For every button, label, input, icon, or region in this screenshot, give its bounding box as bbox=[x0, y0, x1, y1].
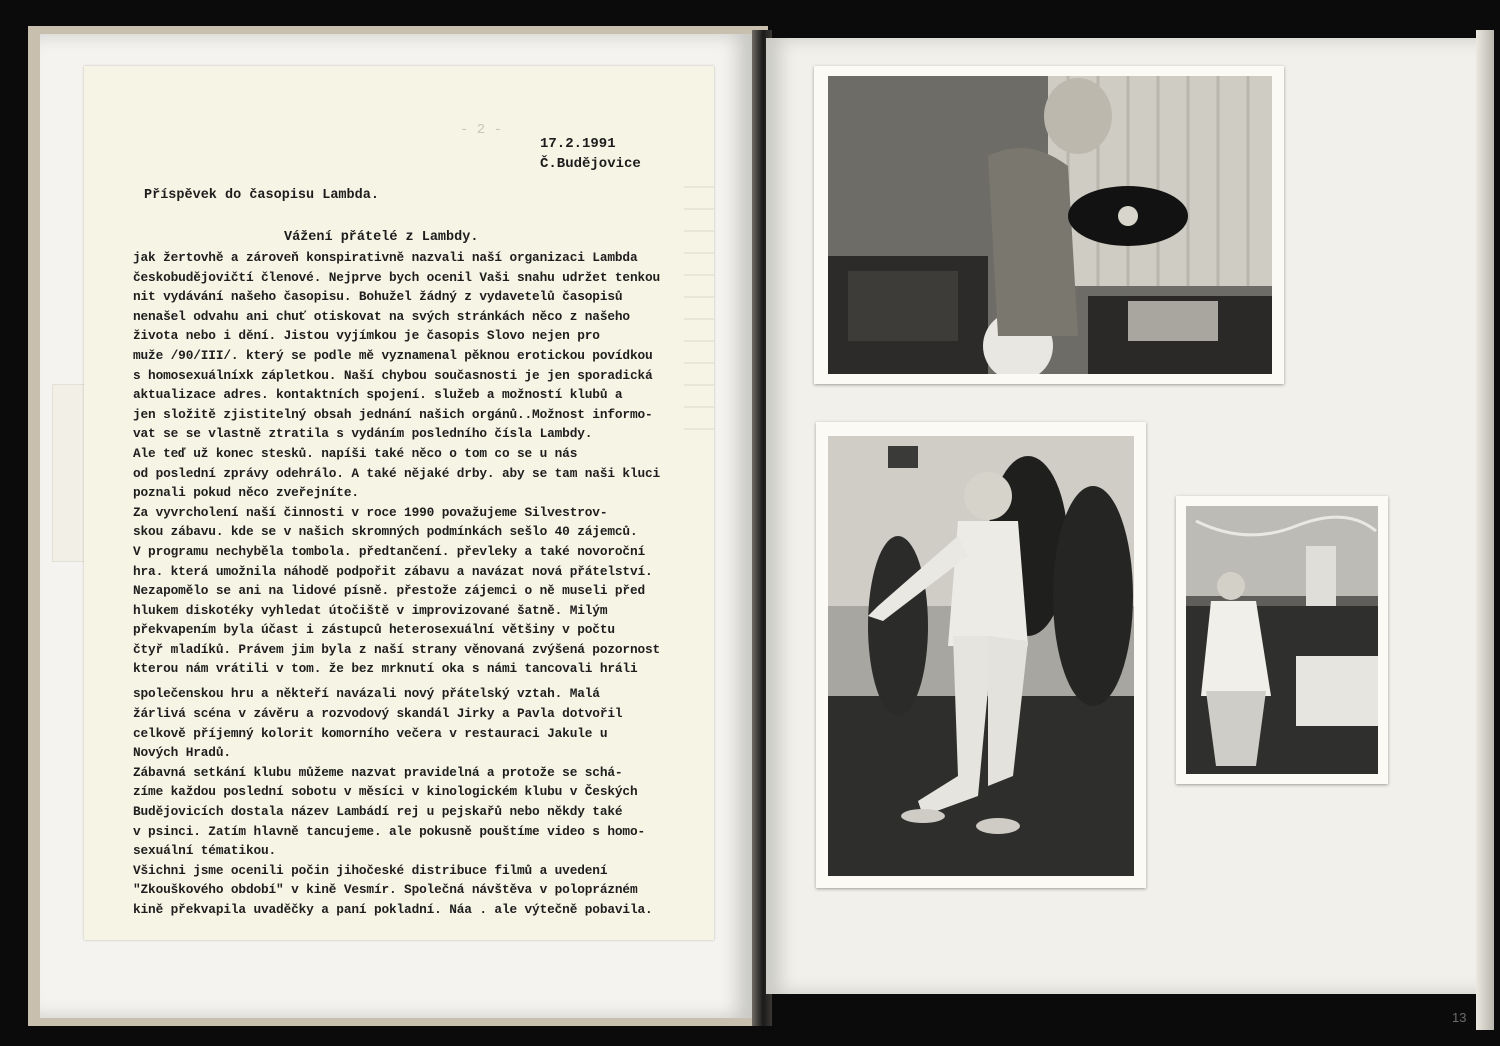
letter-line: Budějovicích dostala název Lambádí rej u pejskařů nebo někdy také bbox=[133, 804, 623, 820]
letter-line: celkově příjemný kolorit komorního večera v restauraci Jakule u bbox=[133, 725, 608, 741]
letter-line: Všichni jsme ocenili počin jihočeské distribuce filmů a uvedení bbox=[133, 862, 608, 878]
letter-line: nit vydávání našeho časopisu. Bohužel žádný z vydavetelů časopisů bbox=[133, 289, 623, 305]
letter-heading: Příspěvek do časopisu Lambda. bbox=[144, 188, 379, 203]
letter-line: Za vyvrcholení naší činnosti v roce 1990 považujeme Silvestrov- bbox=[133, 504, 608, 520]
letter-line: "Zkouškového období" v kině Vesmír. Společná návštěva v poloprázném bbox=[133, 882, 638, 898]
letter-line: společenskou hru a někteří navázali nový přátelský vztah. Malá bbox=[133, 686, 600, 702]
letter-line: jak žertovhě a zároveň konspirativně nazvali naší organizaci Lambda bbox=[133, 250, 638, 265]
album-page-number: 13 bbox=[1452, 1010, 1467, 1025]
letter-line: od poslední zprávy odehrálo. A také nějaké drby. aby se tam naši kluci bbox=[133, 465, 661, 481]
letter-line: Zábavná setkání klubu můžeme nazvat pravidelná a protože se schá- bbox=[133, 764, 623, 780]
letter-line: hra. která umožnila náhodě podpořit zábavu a navázat nová přátelství. bbox=[133, 563, 653, 579]
letter-line: Nezapomělo se ani na lidové písně. přestože zájemci o ně museli před bbox=[133, 583, 645, 599]
letter-line: v psinci. Zatím hlavně tancujeme. ale pokusně pouštíme video s homo- bbox=[133, 823, 645, 839]
typewritten-letter bbox=[84, 66, 714, 940]
letter-line: žárlivá scéna v závěru a rozvodový skandál Jirky a Pavla dotvořil bbox=[133, 706, 623, 722]
letter-line: čtyř mladíků. Právem jim byla z naší strany věnovaná zvýšená pozornost bbox=[133, 641, 661, 657]
letter-line: života nebo i dění. Jistou vyjímkou je časopis Slovo nejen pro bbox=[133, 328, 600, 344]
letter-line: s homosexuálníxk zápletkou. Naší chybou současnosti je jen sporadická bbox=[133, 367, 653, 383]
letter-line: aktualizace adres. kontaktních spojení. služeb a možností klubů a bbox=[133, 387, 623, 403]
letter-place: Č.Budějovice bbox=[540, 156, 641, 172]
letter-line: překvapením byla účast i zástupců heterosexuální většiny v počtu bbox=[133, 622, 615, 638]
album-page-edge bbox=[1476, 30, 1494, 1030]
photo-costume bbox=[1176, 496, 1388, 784]
letter-dateline bbox=[540, 134, 641, 174]
photo-dancer bbox=[816, 422, 1146, 888]
letter-body bbox=[133, 248, 708, 920]
letter-salutation: Vážení přátelé z Lambdy. bbox=[284, 230, 479, 245]
letter-line: muže /90/III/. který se podle mě vyznamenal pěknou erotickou povídkou bbox=[133, 347, 653, 363]
photo-image bbox=[1186, 506, 1378, 774]
letter-line: vat se se vlastně ztratila s vydáním posledního čísla Lambdy. bbox=[133, 426, 593, 442]
photo-scene bbox=[828, 436, 1134, 876]
page-marker: - 2 - bbox=[460, 122, 503, 138]
letter-line: Ale teď už konec stesků. napíši také něco o tom co se u nás bbox=[133, 445, 578, 461]
letter-line: nenašel odvahu ani chuť otiskovat na svých stránkách něco z našeho bbox=[133, 308, 630, 324]
letter-line: zíme každou poslední sobotu v měsíci v kinologickém klubu v Českých bbox=[133, 784, 638, 800]
photo-image bbox=[828, 76, 1272, 374]
letter-line: Nových Hradů. bbox=[133, 745, 231, 761]
photo-dj-record bbox=[814, 66, 1284, 384]
letter-date: 17.2.1991 bbox=[540, 136, 616, 152]
photo-image bbox=[828, 436, 1134, 876]
photo-scene bbox=[828, 76, 1272, 374]
letter-line: poznali pokud něco zveřejníte. bbox=[133, 485, 359, 501]
letter-line: sexuální tématikou. bbox=[133, 843, 277, 859]
letter-line: kterou nám vrátili v tom. že bez mrknutí oka s námi tancovali hráli bbox=[133, 661, 638, 677]
letter-line: jen složitě zjistitelný obsah jednání našich orgánů..Možnost informo- bbox=[133, 406, 653, 422]
letter-line: českobudějovičtí členové. Nejprve bych ocenil Vaši snahu udržet tenkou bbox=[133, 269, 661, 285]
letter-line: skou zábavu. kde se v našich skromných podmínkách sešlo 40 zájemců. bbox=[133, 524, 638, 540]
letter-line: V programu nechyběla tombola. předtančení. převleky a také novoroční bbox=[133, 543, 645, 559]
photo-scene bbox=[1186, 506, 1378, 774]
letter-line: hlukem diskotéky vyhledat útočiště v improvizované šatně. Milým bbox=[133, 602, 608, 618]
letter-line: kině překvapila uvaděčky a paní pokladní. Náa . ale výtečně pobavila. bbox=[133, 902, 653, 917]
